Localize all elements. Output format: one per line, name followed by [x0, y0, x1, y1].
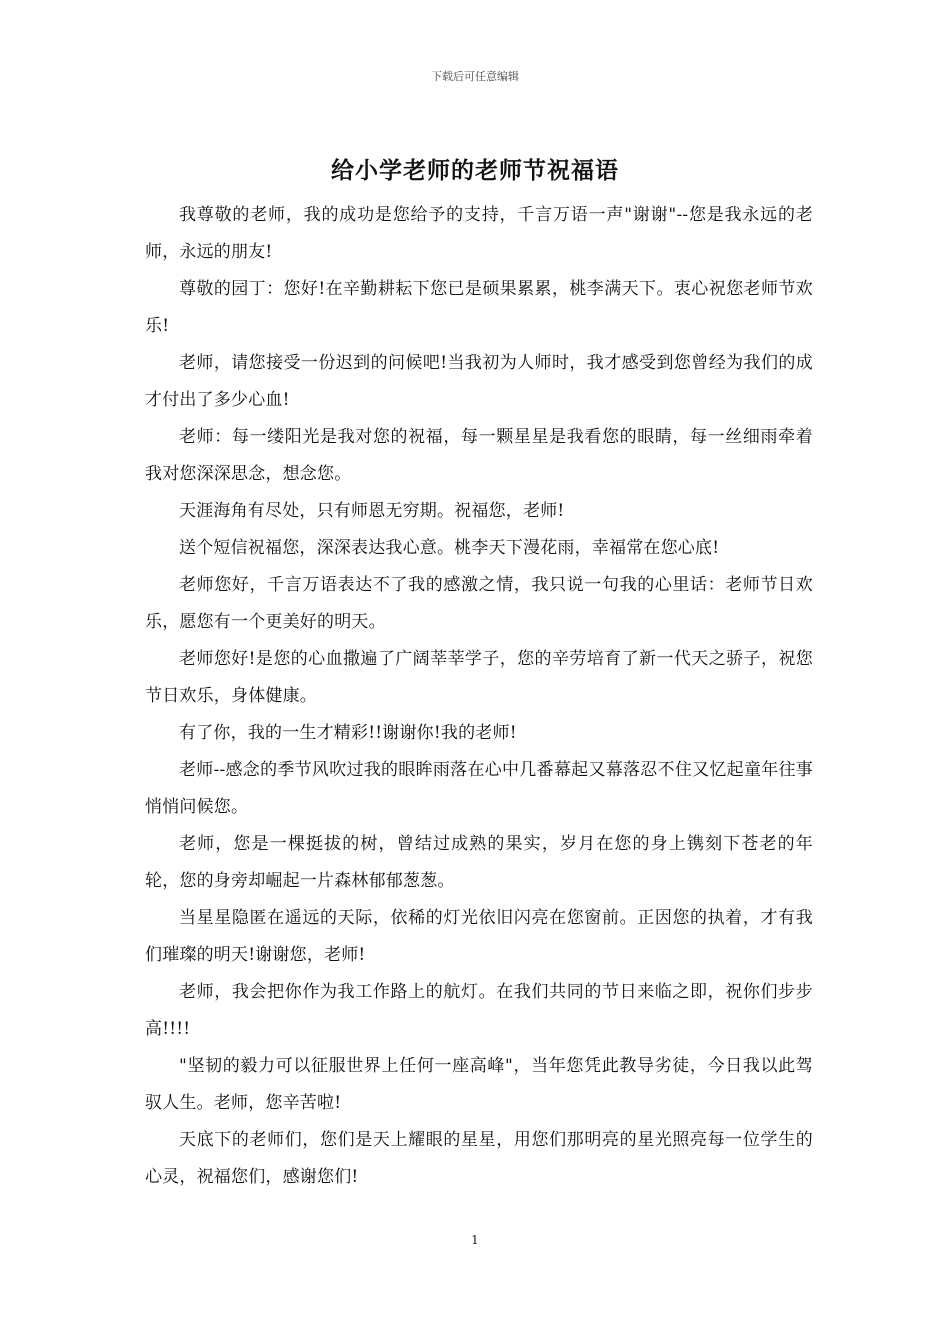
paragraph: 老师--感念的季节风吹过我的眼眸雨落在心中几番幕起又幕落忍不住又忆起童年往事悄悄问候您。 [145, 760, 813, 817]
paragraph: 尊敬的园丁：您好!在辛勤耕耘下您已是硕果累累，桃李满天下。衷心祝您老师节欢乐! [145, 279, 813, 336]
paragraph: 老师您好，千言万语表达不了我的感激之情，我只说一句我的心里话：老师节日欢乐，愿您有一个更美好的明天。 [145, 575, 813, 632]
paragraph: 我尊敬的老师，我的成功是您给予的支持，千言万语一声"谢谢"--您是我永远的老师，永远的朋友! [145, 205, 813, 262]
paragraph: 有了你，我的一生才精彩!!谢谢你!我的老师! [179, 723, 517, 743]
page-number: 1 [471, 1233, 479, 1247]
paragraph: 老师，我会把你作为我工作路上的航灯。在我们共同的节日来临之即，祝你们步步高!!!! [145, 982, 813, 1039]
paragraph: 送个短信祝福您，深深表达我心意。桃李天下漫花雨，幸福常在您心底! [179, 538, 720, 558]
page-title: 给小学老师的老师节祝福语 [331, 157, 619, 184]
paragraph: 老师，您是一棵挺拔的树，曾结过成熟的果实，岁月在您的身上镌刻下苍老的年轮，您的身旁却崛起一片森林郁郁葱葱。 [145, 834, 813, 891]
paragraph: 老师：每一缕阳光是我对您的祝福，每一颗星星是我看您的眼睛，每一丝细雨牵着我对您深深思念，想念您。 [145, 427, 813, 484]
header-note: 下载后可任意编辑 [431, 70, 519, 83]
paragraph: 天涯海角有尽处，只有师恩无穷期。祝福您，老师! [179, 501, 565, 521]
paragraph: "坚韧的毅力可以征服世界上任何一座高峰"，当年您凭此教导劣徒，今日我以此驾驭人生。老师，您辛苦啦! [145, 1056, 813, 1113]
paragraph: 当星星隐匿在遥远的天际，依稀的灯光依旧闪亮在您窗前。正因您的执着，才有我们璀璨的明天!谢谢您，老师! [145, 908, 813, 965]
paragraph: 老师您好!是您的心血撒遍了广阔莘莘学子，您的辛劳培育了新一代天之骄子，祝您节日欢乐，身体健康。 [145, 649, 813, 706]
paragraph: 老师，请您接受一份迟到的问候吧!当我初为人师时，我才感受到您曾经为我们的成才付出了多少心血! [145, 353, 813, 410]
document-body [145, 197, 813, 1196]
paragraph: 天底下的老师们，您们是天上耀眼的星星，用您们那明亮的星光照亮每一位学生的心灵，祝福您们，感谢您们! [145, 1130, 813, 1187]
